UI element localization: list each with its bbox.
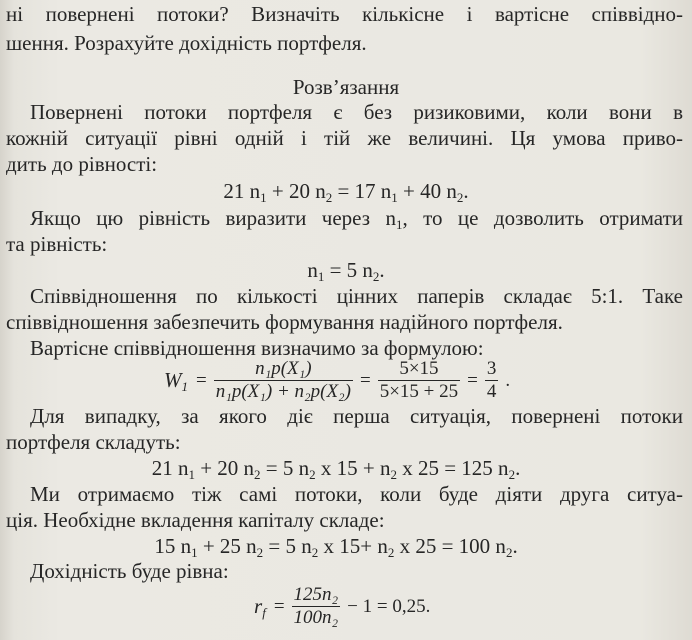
text-line: Якщо цю рівність виразити через $n_1$, то це дозволить отримати [30,206,683,232]
equation-3: $W_1$ = $\frac{\text{n₁p(X₁)}}{\text{n₁p(X₁) + n₂p(X₂)}}$ = $\frac{5\times 15}{5\times 15 + 25}$ = $\frac{3}{4}$ . [164,358,511,402]
equation-5: 15 $n_1 + 25$ $n_2 = 5$ $n_2$ x $15+ n_2$ x 25 = 100 $n_2$. [154,534,518,560]
text-line: Ми отримаємо тіж самі потоки, коли буде діяти друга ситуа- [30,482,683,506]
text-line: ні повернені потоки? Визначіть кількісне і вартісне співвідно- [6,2,683,26]
text-line: Для випадку, за якого діє перша ситуація, повернені потоки [30,404,683,428]
text-line: Співвідношення по кількості цінних паперів складає 5:1. Таке [30,284,683,308]
text-line: та рівність: [6,232,108,256]
equation-4: 21 $n_1 + 20$ $n_2 = 5$ $n_2$ x $15 + n_2$ x 25 = 125 $n_2$. [151,456,521,482]
text-line: кожній ситуації рівні одній і тій же величині. Ця умова приво- [6,126,683,150]
text-line: Вартісне співвідношення визначимо за формулою: [30,336,484,360]
section-heading: Розв’язання [292,75,400,99]
equation-2: $n_1 = 5$ $n_2$. [307,258,385,284]
equation-1: 21 $n_1 + 20$ $n_2 = 17$ $n_1 + 40$ $n_2$. [223,179,469,205]
text-line: співвідношення забезпечить формування надійного портфеля. [6,310,563,334]
text-line: ція. Необхідне вкладення капіталу складе: [6,508,385,532]
text-line: дить до рівності: [6,152,158,176]
text-line: Повернені потоки портфеля є без ризиковими, коли вони в [30,100,683,124]
text-line: шення. Розрахуйте дохідність портфеля. [6,31,367,55]
text-line: портфеля складуть: [6,430,181,454]
equation-6: $r_f$ = $\frac{\text{125n₂}}{\text{100n₂}}$ − 1 = 0,25. [254,584,431,628]
text-line: Дохідність буде рівна: [30,559,229,583]
